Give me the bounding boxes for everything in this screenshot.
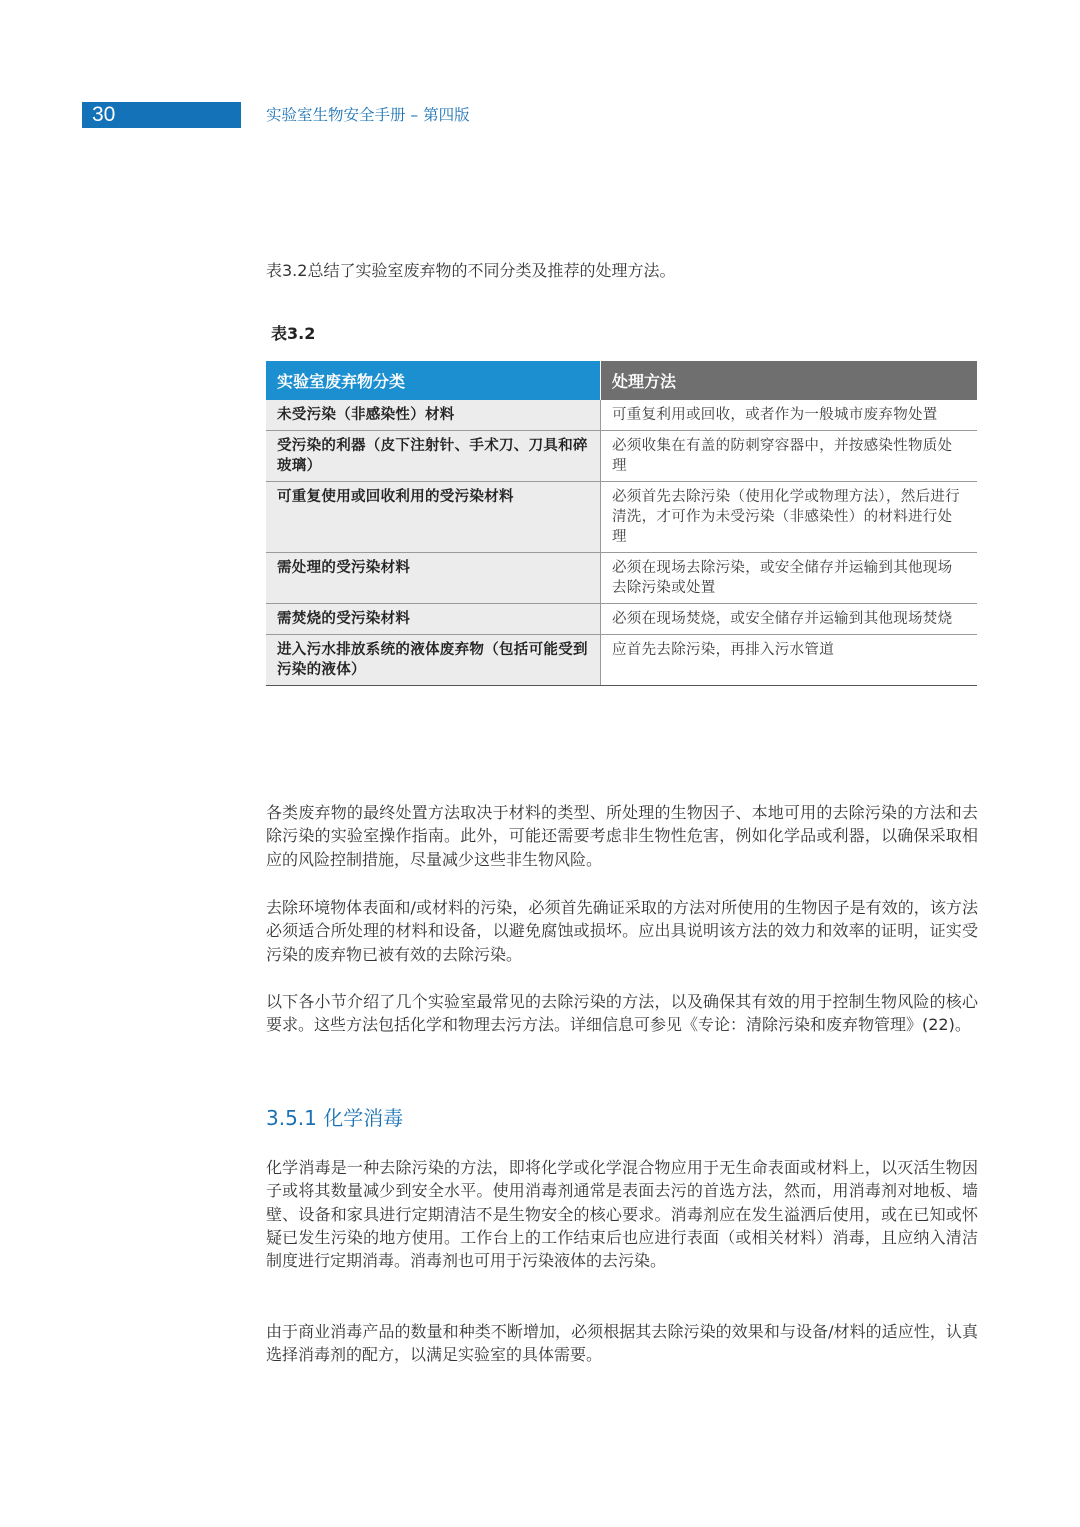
row-category: 可重复使用或回收利用的受污染材料: [266, 482, 601, 553]
table-caption: 表3.2: [271, 324, 316, 343]
body-paragraph: 去除环境物体表面和/或材料的污染，必须首先确证采取的方法对所使用的生物因子是有效的，该方法必须适合所处理的材料和设备，以避免腐蚀或损坏。应出具说明该方法的效力和效率的证明，证实受污染的废弃物已被有效的去除污染。: [266, 898, 978, 964]
section-paragraph: 化学消毒是一种去除污染的方法，即将化学或化学混合物应用于无生命表面或材料上，以灭活生物因子或将其数量减少到安全水平。使用消毒剂通常是表面去污的首选方法，然而，用消毒剂对地板、墙壁、设备和家具进行定期清洁不是生物安全的核心要求。消毒剂应在发生溢洒后使用，或在已知或怀疑已发生污染的地方使用。工作台上的工作结束后也应进行表面（或相关材料）消毒，且应纳入清洁制度进行定期消毒。消毒剂也可用于污染液体的去污染。: [266, 1158, 978, 1271]
row-method: 必须收集在有盖的防刺穿容器中，并按感染性物质处理: [601, 431, 978, 482]
table-header-row: [266, 361, 977, 400]
running-title: 实验室生物安全手册 – 第四版: [266, 106, 470, 124]
row-method: 必须在现场焚烧，或安全储存并运输到其他现场焚烧: [601, 604, 978, 635]
page-number: 30: [82, 102, 241, 128]
section-heading: 3.5.1 化学消毒: [266, 1106, 404, 1130]
table-row: [266, 482, 977, 553]
table-row: [266, 553, 977, 604]
row-category: 需处理的受污染材料: [266, 553, 601, 604]
waste-table: [266, 361, 977, 686]
table-row: [266, 431, 977, 482]
row-method: 必须首先去除污染（使用化学或物理方法），然后进行清洗，才可作为未受污染（非感染性）的材料进行处理: [601, 482, 978, 553]
body-paragraph: 各类废弃物的最终处置方法取决于材料的类型、所处理的生物因子、本地可用的去除污染的方法和去除污染的实验室操作指南。此外，可能还需要考虑非生物性危害，例如化学品或利器，以确保采取相应的风险控制措施，尽量减少这些非生物风险。: [266, 803, 978, 869]
header-method: 处理方法: [601, 361, 978, 400]
row-method: 应首先去除污染，再排入污水管道: [601, 635, 978, 686]
row-method: 可重复利用或回收，或者作为一般城市废弃物处置: [601, 400, 978, 431]
row-category: 进入污水排放系统的液体废弃物（包括可能受到污染的液体）: [266, 635, 601, 686]
row-category: 未受污染（非感染性）材料: [266, 400, 601, 431]
row-category: 受污染的利器（皮下注射针、手术刀、刀具和碎玻璃）: [266, 431, 601, 482]
table-row: [266, 604, 977, 635]
intro-text: 表3.2总结了实验室废弃物的不同分类及推荐的处理方法。: [266, 261, 676, 280]
table-row: [266, 635, 977, 686]
header-category: 实验室废弃物分类: [266, 361, 601, 400]
row-category: 需焚烧的受污染材料: [266, 604, 601, 635]
table-row: [266, 400, 977, 431]
section-paragraph: 由于商业消毒产品的数量和种类不断增加，必须根据其去除污染的效果和与设备/材料的适应性，认真选择消毒剂的配方，以满足实验室的具体需要。: [266, 1322, 978, 1365]
row-method: 必须在现场去除污染，或安全储存并运输到其他现场去除污染或处置: [601, 553, 978, 604]
body-paragraph: 以下各小节介绍了几个实验室最常见的去除污染的方法，以及确保其有效的用于控制生物风险的核心要求。这些方法包括化学和物理去污方法。详细信息可参见《专论：清除污染和废弃物管理》(22)。: [266, 992, 978, 1035]
